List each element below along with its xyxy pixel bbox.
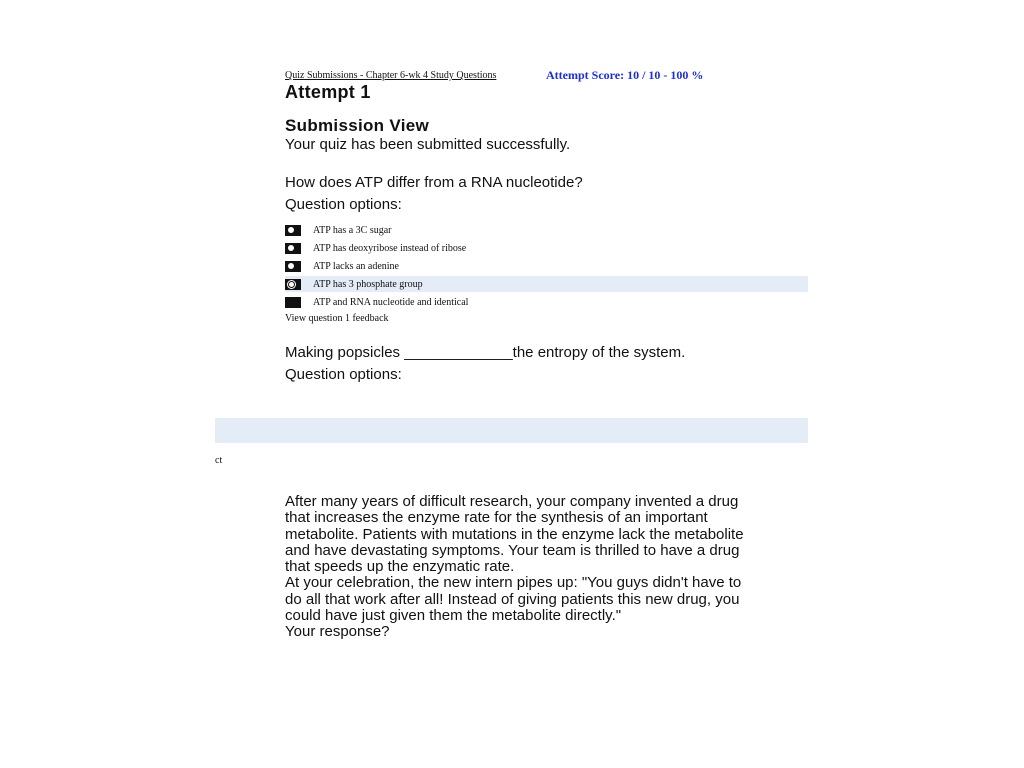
radio-button-selected-icon[interactable] bbox=[285, 279, 301, 290]
radio-button-icon[interactable] bbox=[285, 243, 301, 254]
stray-text: ct bbox=[215, 455, 223, 466]
scenario-paragraph-1: After many years of difficult research, your company invented a drug that increases the enzyme rate for the synthesis of an important metabolite. Patients with mutations in the enzyme lack the metabolite and have devastating symptoms. Your team is thrilled to have a drug that speeds up the enzymatic rate. bbox=[285, 493, 744, 576]
scenario-question bbox=[285, 494, 745, 641]
radio-button-icon[interactable] bbox=[285, 261, 301, 272]
option-label: ATP has deoxyribose instead of ribose bbox=[313, 242, 467, 254]
highlight-band bbox=[215, 418, 808, 443]
breadcrumb-link[interactable]: Quiz Submissions - Chapter 6-wk 4 Study Questions bbox=[285, 70, 497, 81]
scenario-paragraph-3: Your response? bbox=[285, 623, 390, 641]
submitted-message: Your quiz has been submitted successfully. bbox=[285, 136, 571, 153]
question-1-option-3[interactable] bbox=[285, 258, 808, 274]
question-1-option-1[interactable] bbox=[285, 222, 808, 238]
question-2-options-label: Question options: bbox=[285, 366, 402, 383]
question-2-text: Making popsicles _____________the entropy of the system. bbox=[285, 344, 686, 361]
question-1-options-label: Question options: bbox=[285, 196, 402, 213]
option-label: ATP lacks an adenine bbox=[313, 260, 399, 272]
radio-button-icon[interactable] bbox=[285, 297, 301, 308]
view-feedback-link[interactable]: View question 1 feedback bbox=[285, 313, 389, 324]
submission-view-heading: Submission View bbox=[285, 116, 430, 135]
attempt-title: Attempt 1 bbox=[285, 82, 371, 102]
question-1-option-4[interactable] bbox=[285, 276, 808, 292]
question-1-option-2[interactable] bbox=[285, 240, 808, 256]
option-label: ATP has 3 phosphate group bbox=[313, 278, 423, 290]
attempt-score: Attempt Score: 10 / 10 - 100 % bbox=[546, 68, 704, 82]
option-label: ATP and RNA nucleotide and identical bbox=[313, 296, 469, 308]
question-1-option-5[interactable] bbox=[285, 294, 808, 310]
scenario-paragraph-2: At your celebration, the new intern pipes up: "You guys didn't have to do all that work after all! Instead of giving patients this new drug, you could have just given them the metabolite directly." bbox=[285, 574, 742, 625]
question-1-text: How does ATP differ from a RNA nucleotide? bbox=[285, 174, 583, 191]
radio-button-icon[interactable] bbox=[285, 225, 301, 236]
option-label: ATP has a 3C sugar bbox=[313, 224, 392, 236]
